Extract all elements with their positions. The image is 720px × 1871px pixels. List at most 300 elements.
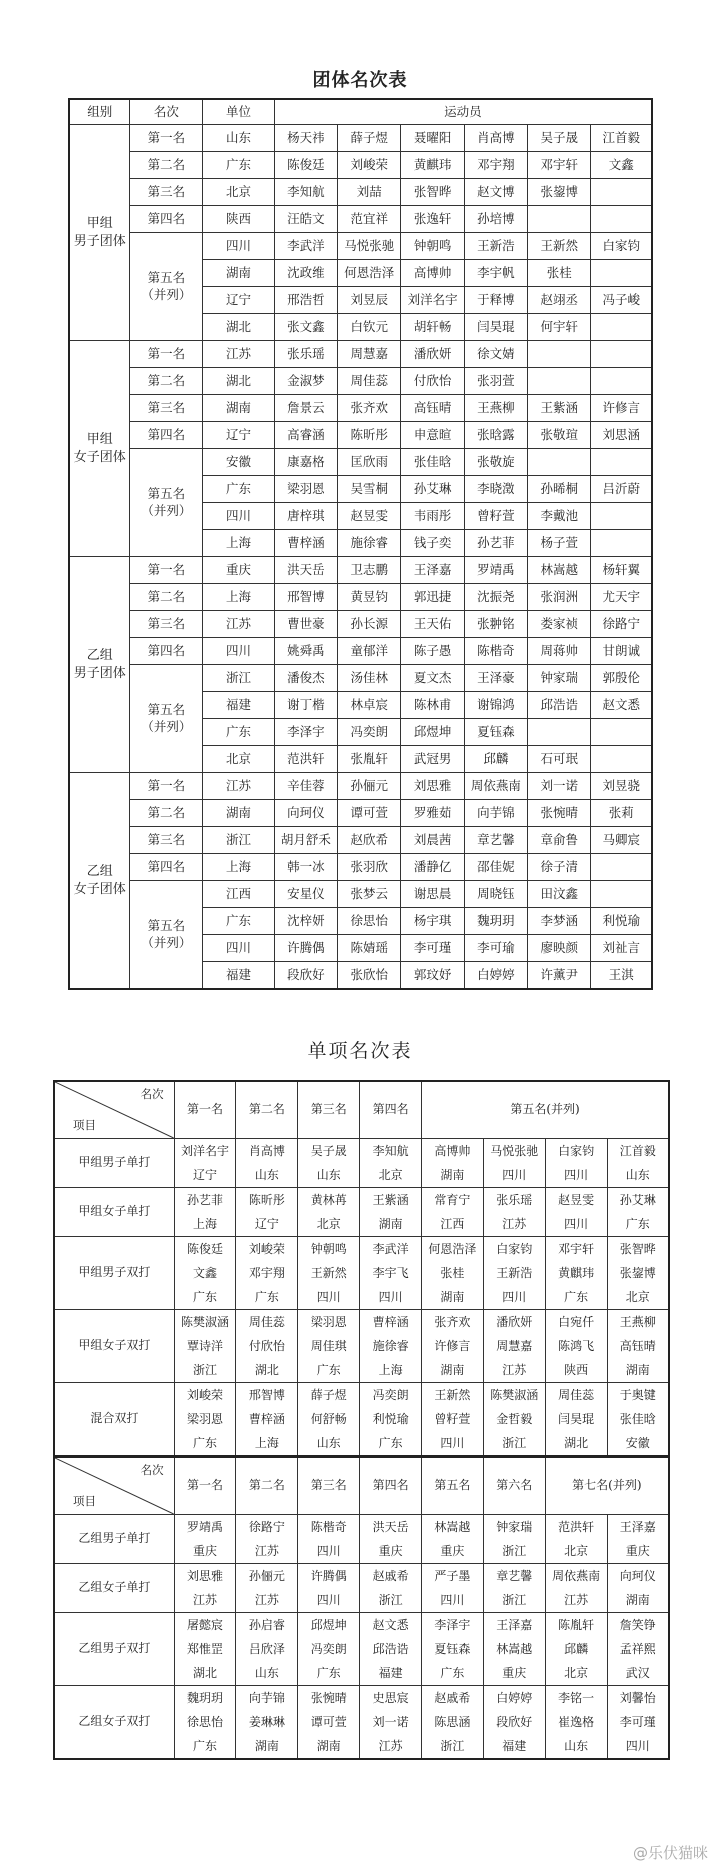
unit-cell: 湖北 [203, 314, 275, 341]
result-line: 黄麒玮 [558, 1266, 595, 1280]
result-line: 陈胤轩 [558, 1618, 595, 1632]
rank-label-line: （并列） [141, 934, 192, 950]
rank-header: 第一名 [174, 1081, 236, 1139]
result-line: 许修言 [434, 1339, 471, 1353]
player-cell: 张文鑫 [274, 314, 337, 341]
result-cell [360, 1139, 422, 1188]
player-cell: 陈婧瑶 [338, 935, 401, 962]
result-line: 张惋晴 [310, 1691, 347, 1705]
result-line: 广东 [564, 1290, 589, 1304]
result-line: 广东 [378, 1436, 403, 1450]
single-ranking-title: 单项名次表 [307, 1040, 413, 1062]
unit-cell: 上海 [203, 584, 275, 611]
result-cell [236, 1310, 298, 1383]
unit-cell: 四川 [203, 233, 275, 260]
unit-cell: 浙江 [203, 665, 275, 692]
player-cell: 王泽豪 [464, 665, 527, 692]
result-line: 武汉 [625, 1666, 650, 1680]
result-line: 四川 [316, 1544, 341, 1558]
result-line: 高博帅 [434, 1144, 471, 1158]
result-line: 钟朝鸣 [310, 1242, 347, 1256]
team-row [69, 179, 652, 206]
result-cell [607, 1188, 669, 1237]
player-cell [591, 179, 652, 206]
player-cell: 刘一诺 [528, 773, 591, 800]
result-line: 四川 [440, 1593, 465, 1607]
rank-label-line: （并列） [141, 718, 192, 734]
player-cell: 邵佳妮 [464, 854, 527, 881]
result-line: 赵戚希 [434, 1691, 471, 1705]
result-line: 广东 [193, 1739, 218, 1753]
team-header-unit: 单位 [203, 99, 275, 125]
result-line: 陈樊淑涵 [490, 1388, 539, 1402]
result-line: 梁羽恩 [187, 1412, 224, 1426]
player-cell: 吴雪桐 [338, 476, 401, 503]
result-cell [236, 1237, 298, 1310]
result-cell [422, 1237, 484, 1310]
result-line: 洪天岳 [372, 1520, 409, 1534]
player-cell: 安星仪 [274, 881, 337, 908]
result-cell [236, 1564, 298, 1613]
result-line: 周佳蕊 [558, 1388, 595, 1402]
unit-cell: 北京 [203, 746, 275, 773]
result-cell [298, 1564, 360, 1613]
result-cell [174, 1515, 236, 1564]
player-cell: 孙培博 [464, 206, 527, 233]
player-cell: 金淑梦 [274, 368, 337, 395]
result-line: 湖南 [378, 1217, 403, 1231]
result-line: 向芋锦 [248, 1691, 285, 1705]
player-cell: 徐路宁 [591, 611, 652, 638]
result-line: 张齐欢 [434, 1315, 471, 1329]
player-cell [528, 341, 591, 368]
result-cell [174, 1310, 236, 1383]
result-line: 吴子晟 [310, 1144, 347, 1158]
unit-cell: 四川 [203, 638, 275, 665]
single-header-row [54, 1081, 669, 1139]
player-cell: 钟朝鸣 [401, 233, 464, 260]
player-cell: 林嵩越 [528, 557, 591, 584]
team-ranking-title: 团体名次表 [312, 70, 408, 91]
player-cell: 刘晨茜 [401, 827, 464, 854]
player-cell: 罗雅茹 [401, 800, 464, 827]
team-row [69, 638, 652, 665]
result-cell [236, 1515, 298, 1564]
result-cell [483, 1139, 545, 1188]
team-row [69, 233, 652, 260]
unit-cell: 江苏 [203, 611, 275, 638]
result-line: 林嵩越 [496, 1642, 533, 1656]
player-cell: 杨宇琪 [401, 908, 464, 935]
result-line: 张鋆博 [619, 1266, 656, 1280]
player-cell: 王紫涵 [528, 395, 591, 422]
player-cell: 谢思晨 [401, 881, 464, 908]
player-cell: 徐文婧 [464, 341, 527, 368]
result-line: 邱浩诰 [372, 1642, 409, 1656]
team-row [69, 449, 652, 476]
result-line: 湖南 [625, 1363, 650, 1377]
player-cell: 刘思涵 [591, 422, 652, 449]
result-line: 北京 [316, 1217, 341, 1231]
player-cell: 许薰尹 [528, 962, 591, 990]
result-cell [298, 1686, 360, 1760]
result-line: 张佳晗 [619, 1412, 656, 1426]
player-cell: 郭玟妤 [401, 962, 464, 990]
player-cell: 杨子萱 [528, 530, 591, 557]
unit-cell: 陕西 [203, 206, 275, 233]
result-line: 屠懿宸 [187, 1618, 224, 1632]
team-row [69, 584, 652, 611]
result-line: 常育宁 [434, 1193, 471, 1207]
group-label-line: 女子团体 [73, 449, 126, 465]
player-cell [591, 530, 652, 557]
player-cell: 郭殷伦 [591, 665, 652, 692]
result-line: 山东 [625, 1168, 650, 1182]
result-line: 李武洋 [372, 1242, 409, 1256]
player-cell: 邱麟 [464, 746, 527, 773]
result-cell [298, 1188, 360, 1237]
result-cell [545, 1310, 607, 1383]
player-cell: 章艺馨 [464, 827, 527, 854]
player-cell: 李晓澂 [464, 476, 527, 503]
player-cell: 李知航 [274, 179, 337, 206]
result-cell [422, 1686, 484, 1760]
rank-cell: 第二名 [130, 584, 203, 611]
player-cell: 谢锦鸿 [464, 692, 527, 719]
player-cell: 孙长源 [338, 611, 401, 638]
rank-label-line: 第五名 [147, 918, 186, 934]
result-line: 谭可萱 [310, 1715, 347, 1729]
player-cell [528, 368, 591, 395]
player-cell: 章俞鲁 [528, 827, 591, 854]
diag-top-label: 名次 [140, 1463, 164, 1477]
single-event-row [54, 1188, 669, 1237]
result-line: 四川 [440, 1436, 465, 1450]
result-line: 刘馨怡 [619, 1691, 656, 1705]
player-cell: 周佳蕊 [338, 368, 401, 395]
unit-cell: 江苏 [203, 773, 275, 800]
result-line: 魏玥玥 [187, 1691, 224, 1705]
team-row [69, 368, 652, 395]
team-row [69, 827, 652, 854]
result-line: 曹梓涵 [372, 1315, 409, 1329]
result-cell [174, 1564, 236, 1613]
result-line: 陈昕彤 [248, 1193, 285, 1207]
result-line: 浙江 [502, 1593, 527, 1607]
result-cell [360, 1613, 422, 1686]
rank-cell: 第三名 [130, 395, 203, 422]
player-cell: 高钰晴 [401, 395, 464, 422]
player-cell: 马卿宸 [591, 827, 652, 854]
team-row [69, 557, 652, 584]
diag-top-label: 名次 [140, 1087, 164, 1101]
result-line: 李铭一 [558, 1691, 595, 1705]
player-cell: 张欣怡 [338, 962, 401, 990]
result-line: 安徽 [625, 1436, 650, 1450]
player-cell: 詹景云 [274, 395, 337, 422]
player-cell [591, 341, 652, 368]
result-line: 湖北 [564, 1436, 589, 1450]
player-cell: 刘喆 [338, 179, 401, 206]
player-cell: 利悦瑜 [591, 908, 652, 935]
result-line: 广东 [316, 1666, 341, 1680]
player-cell: 王淇 [591, 962, 652, 990]
player-cell: 唐梓琪 [274, 503, 337, 530]
result-line: 周佳蕊 [248, 1315, 285, 1329]
result-line: 江首毅 [619, 1144, 656, 1158]
single-event-row [54, 1613, 669, 1686]
single-event-row [54, 1310, 669, 1383]
team-header-group: 组别 [69, 99, 130, 125]
result-line: 陈俊廷 [187, 1242, 224, 1256]
result-line: 张桂 [440, 1266, 465, 1280]
player-cell: 范洪轩 [274, 746, 337, 773]
player-cell [591, 719, 652, 746]
result-line: 向珂仪 [619, 1569, 656, 1583]
team-row [69, 341, 652, 368]
player-cell: 谢丁楷 [274, 692, 337, 719]
player-cell: 付欣怡 [401, 368, 464, 395]
result-cell [360, 1383, 422, 1457]
player-cell: 于释博 [464, 287, 527, 314]
result-line: 夏钰森 [434, 1642, 471, 1656]
rank-cell [130, 233, 203, 341]
result-cell [422, 1613, 484, 1686]
unit-cell: 辽宁 [203, 422, 275, 449]
event-name: 乙组男子单打 [54, 1515, 174, 1564]
player-cell: 邓宇翔 [464, 152, 527, 179]
team-header-players: 运动员 [274, 99, 652, 125]
result-line: 周慧嘉 [496, 1339, 533, 1353]
player-cell [591, 854, 652, 881]
result-line: 重庆 [378, 1544, 403, 1558]
result-line: 上海 [254, 1436, 279, 1450]
player-cell: 周依燕南 [464, 773, 527, 800]
result-line: 浙江 [440, 1739, 465, 1753]
result-cell [360, 1686, 422, 1760]
player-cell: 刘洋名宇 [401, 287, 464, 314]
result-line: 金哲毅 [496, 1412, 533, 1426]
result-line: 王泽嘉 [619, 1520, 656, 1534]
result-cell [360, 1310, 422, 1383]
unit-cell: 四川 [203, 935, 275, 962]
player-cell [591, 881, 652, 908]
result-line: 四川 [316, 1593, 341, 1607]
result-cell [607, 1613, 669, 1686]
player-cell: 张莉 [591, 800, 652, 827]
result-cell [607, 1237, 669, 1310]
result-line: 郑惟罡 [187, 1642, 224, 1656]
unit-cell: 北京 [203, 179, 275, 206]
result-cell [483, 1613, 545, 1686]
player-cell: 曹世豪 [274, 611, 337, 638]
result-cell [422, 1188, 484, 1237]
group-label-line: 男子团体 [73, 665, 126, 681]
result-cell [483, 1310, 545, 1383]
player-cell: 钟家瑞 [528, 665, 591, 692]
player-cell: 施徐睿 [338, 530, 401, 557]
player-cell: 徐子清 [528, 854, 591, 881]
rank-header: 第二名 [236, 1081, 298, 1139]
rank-cell: 第二名 [130, 368, 203, 395]
player-cell: 江首毅 [591, 125, 652, 152]
result-line: 王新然 [434, 1388, 471, 1402]
player-cell: 钱子奕 [401, 530, 464, 557]
rank-header: 第四名 [360, 1081, 422, 1139]
event-name: 混合双打 [54, 1383, 174, 1457]
result-cell [483, 1188, 545, 1237]
result-cell [360, 1237, 422, 1310]
result-cell [607, 1310, 669, 1383]
player-cell: 林卓宸 [338, 692, 401, 719]
unit-cell: 四川 [203, 503, 275, 530]
player-cell: 沈政维 [274, 260, 337, 287]
player-cell: 周晓钰 [464, 881, 527, 908]
result-line: 严子墨 [434, 1569, 471, 1583]
result-line: 四川 [564, 1168, 589, 1182]
result-cell [607, 1515, 669, 1564]
result-line: 闫昊琨 [558, 1412, 595, 1426]
player-cell: 陈子愚 [401, 638, 464, 665]
single-header-row [54, 1457, 669, 1515]
player-cell: 段欣好 [274, 962, 337, 990]
player-cell: 张羽欣 [338, 854, 401, 881]
team-row [69, 665, 652, 692]
result-cell [174, 1686, 236, 1760]
result-line: 四川 [625, 1739, 650, 1753]
team-ranking-table [68, 98, 653, 990]
player-cell: 魏玥玥 [464, 908, 527, 935]
result-line: 曹梓涵 [248, 1412, 285, 1426]
single-event-ranking-table [53, 1080, 670, 1760]
result-cell [545, 1237, 607, 1310]
result-line: 于奥键 [619, 1388, 656, 1402]
result-line: 白宛仟 [558, 1315, 595, 1329]
result-cell [545, 1188, 607, 1237]
player-cell: 张智晔 [401, 179, 464, 206]
unit-cell: 浙江 [203, 827, 275, 854]
player-cell: 吕沂蔚 [591, 476, 652, 503]
unit-cell: 山东 [203, 125, 275, 152]
result-cell [483, 1383, 545, 1457]
player-cell: 童郁洋 [338, 638, 401, 665]
player-cell: 曹梓涵 [274, 530, 337, 557]
result-line: 北京 [378, 1168, 403, 1182]
unit-cell: 湖南 [203, 260, 275, 287]
player-cell: 赵翊丞 [528, 287, 591, 314]
player-cell: 白家钧 [591, 233, 652, 260]
player-cell: 辛佳蓉 [274, 773, 337, 800]
player-cell: 向芋锦 [464, 800, 527, 827]
rank-cell: 第三名 [130, 827, 203, 854]
player-cell: 聂曜阳 [401, 125, 464, 152]
rank-label-line: （并列） [141, 286, 192, 302]
player-cell: 冯奕朗 [338, 719, 401, 746]
group-label-line: 女子团体 [73, 881, 126, 897]
result-line: 黄林苒 [310, 1193, 347, 1207]
result-line: 孙艺菲 [187, 1193, 224, 1207]
team-row [69, 773, 652, 800]
player-cell: 文鑫 [591, 152, 652, 179]
rank-label-line: 第五名 [147, 270, 186, 286]
result-line: 王新浩 [496, 1266, 533, 1280]
player-cell: 夏钰森 [464, 719, 527, 746]
player-cell: 张胤轩 [338, 746, 401, 773]
result-line: 姜琳琳 [248, 1715, 285, 1729]
player-cell: 高睿涵 [274, 422, 337, 449]
group-cell [69, 773, 130, 990]
player-cell: 张羽萱 [464, 368, 527, 395]
result-line: 刘思雅 [187, 1569, 224, 1583]
result-line: 陈樊淑涵 [181, 1315, 230, 1329]
player-cell: 孙晞桐 [528, 476, 591, 503]
rank-label-line: （并列） [141, 502, 192, 518]
group-label-line: 男子团体 [73, 233, 126, 249]
player-cell: 张乐瑶 [274, 341, 337, 368]
result-cell [422, 1139, 484, 1188]
rank-header: 第六名 [483, 1457, 545, 1515]
result-cell [422, 1383, 484, 1457]
player-cell [591, 449, 652, 476]
player-cell: 康嘉格 [274, 449, 337, 476]
unit-cell: 上海 [203, 854, 275, 881]
player-cell: 周慧嘉 [338, 341, 401, 368]
single-event-row [54, 1515, 669, 1564]
player-cell: 徐思怡 [338, 908, 401, 935]
result-line: 吕欣泽 [248, 1642, 285, 1656]
player-cell [591, 206, 652, 233]
player-cell: 梁羽恩 [274, 476, 337, 503]
player-cell: 娄家祯 [528, 611, 591, 638]
group-cell [69, 125, 130, 341]
rank-cell: 第一名 [130, 773, 203, 800]
result-cell [298, 1237, 360, 1310]
rank-cell: 第四名 [130, 206, 203, 233]
result-line: 广东 [440, 1666, 465, 1680]
player-cell: 黄麒玮 [401, 152, 464, 179]
result-cell [483, 1686, 545, 1760]
result-line: 陈楷奇 [310, 1520, 347, 1534]
result-line: 重庆 [193, 1544, 218, 1558]
result-line: 邱煜坤 [310, 1618, 347, 1632]
result-cell [545, 1686, 607, 1760]
player-cell: 罗靖禹 [464, 557, 527, 584]
rank-header: 第五名 [422, 1457, 484, 1515]
group-cell [69, 341, 130, 557]
result-cell [174, 1188, 236, 1237]
result-line: 范洪轩 [558, 1520, 595, 1534]
unit-cell: 广东 [203, 152, 275, 179]
player-cell: 邱浩诰 [528, 692, 591, 719]
result-line: 江苏 [378, 1739, 403, 1753]
result-cell [422, 1515, 484, 1564]
player-cell: 沈振尧 [464, 584, 527, 611]
unit-cell: 广东 [203, 476, 275, 503]
result-line: 江苏 [193, 1593, 218, 1607]
player-cell: 张惋晴 [528, 800, 591, 827]
rank-cell: 第一名 [130, 125, 203, 152]
player-cell: 杨天祎 [274, 125, 337, 152]
unit-cell: 福建 [203, 962, 275, 990]
single-event-row [54, 1237, 669, 1310]
player-cell: 沈梓妍 [274, 908, 337, 935]
player-cell: 邢智博 [274, 584, 337, 611]
result-line: 广东 [316, 1363, 341, 1377]
diagonal-header-cell [54, 1457, 174, 1515]
result-line: 史思宸 [372, 1691, 409, 1705]
player-cell: 李梦涵 [528, 908, 591, 935]
player-cell: 王泽嘉 [401, 557, 464, 584]
